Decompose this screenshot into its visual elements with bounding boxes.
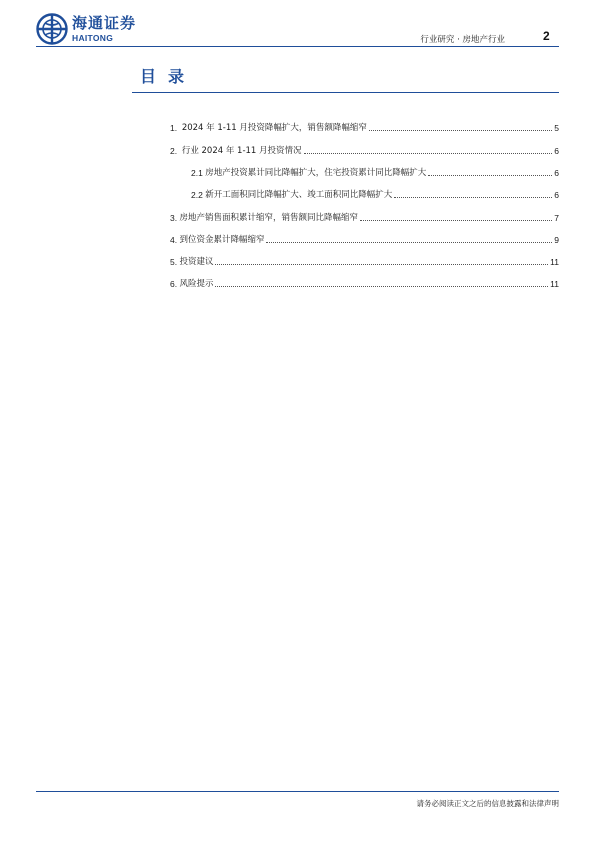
toc-entry-number: 4. bbox=[170, 235, 180, 245]
toc-entry-page: 9 bbox=[554, 235, 559, 245]
toc-dot-leader bbox=[215, 264, 548, 265]
toc-entry-6[interactable] bbox=[170, 278, 559, 290]
toc-entry-page: 6 bbox=[554, 146, 559, 156]
toc-entry-page: 6 bbox=[554, 190, 559, 200]
toc-dot-leader bbox=[215, 286, 548, 287]
toc-entry-4[interactable] bbox=[170, 234, 559, 246]
toc-title: 目录 bbox=[140, 67, 197, 86]
toc-dot-leader bbox=[266, 242, 552, 243]
toc-entry-2-1[interactable] bbox=[191, 167, 559, 179]
toc-entry-3[interactable] bbox=[170, 212, 559, 224]
toc-entry-text: 到位资金累计降幅缩窄 bbox=[179, 235, 265, 245]
toc-entry-2-2[interactable] bbox=[191, 189, 559, 201]
toc-entry-text: 2024 年 1-11 月投资降幅扩大，销售额降幅缩窄 bbox=[181, 123, 367, 133]
toc-entry-number: 2.1 bbox=[191, 168, 206, 178]
toc-entry-number: 3. bbox=[170, 213, 180, 223]
toc-entry-number: 1. bbox=[170, 123, 182, 133]
toc-dot-leader bbox=[304, 153, 553, 154]
toc-title-divider bbox=[132, 92, 559, 93]
toc-entry-2[interactable] bbox=[170, 145, 559, 157]
toc-entry-text: 投资建议 bbox=[179, 257, 214, 267]
toc-entry-number: 2.2 bbox=[191, 190, 206, 200]
toc-entry-text: 房地产销售面积累计缩窄，销售额同比降幅缩窄 bbox=[179, 213, 358, 223]
logo-chinese-name: 海通证券 bbox=[72, 13, 137, 32]
toc-entry-text: 风险提示 bbox=[179, 279, 214, 289]
toc-dot-leader bbox=[394, 197, 552, 198]
footer-disclaimer: 请务必阅读正文之后的信息披露和法律声明 bbox=[416, 799, 559, 808]
toc-entry-page: 11 bbox=[550, 279, 559, 289]
toc-entry-page: 6 bbox=[554, 168, 559, 178]
toc-entry-number: 2. bbox=[170, 146, 182, 156]
logo-english-name: HAITONG bbox=[72, 32, 114, 43]
toc-dot-leader bbox=[369, 130, 552, 131]
toc-entry-number: 6. bbox=[170, 279, 180, 289]
toc-entry-5[interactable] bbox=[170, 256, 559, 268]
company-logo bbox=[36, 13, 136, 45]
toc-entry-text: 行业 2024 年 1-11 月投资情况 bbox=[181, 146, 302, 156]
toc-entry-1[interactable] bbox=[170, 122, 559, 134]
toc-entry-page: 5 bbox=[554, 123, 559, 133]
toc-dot-leader bbox=[428, 175, 552, 176]
toc-dot-leader bbox=[360, 220, 552, 221]
toc-entry-text: 新开工面积同比降幅扩大、竣工面积同比降幅扩大 bbox=[205, 190, 393, 200]
footer-divider bbox=[36, 791, 559, 792]
toc-entry-text: 房地产投资累计同比降幅扩大，住宅投资累计同比降幅扩大 bbox=[205, 168, 427, 178]
haitong-logo-icon bbox=[36, 13, 68, 45]
toc-entry-page: 11 bbox=[550, 257, 559, 267]
page-number: 2 bbox=[543, 29, 550, 43]
header-divider bbox=[36, 46, 559, 47]
toc-entry-page: 7 bbox=[554, 213, 559, 223]
report-category: 行业研究 · 房地产行业 bbox=[420, 35, 505, 45]
toc-entry-number: 5. bbox=[170, 257, 180, 267]
